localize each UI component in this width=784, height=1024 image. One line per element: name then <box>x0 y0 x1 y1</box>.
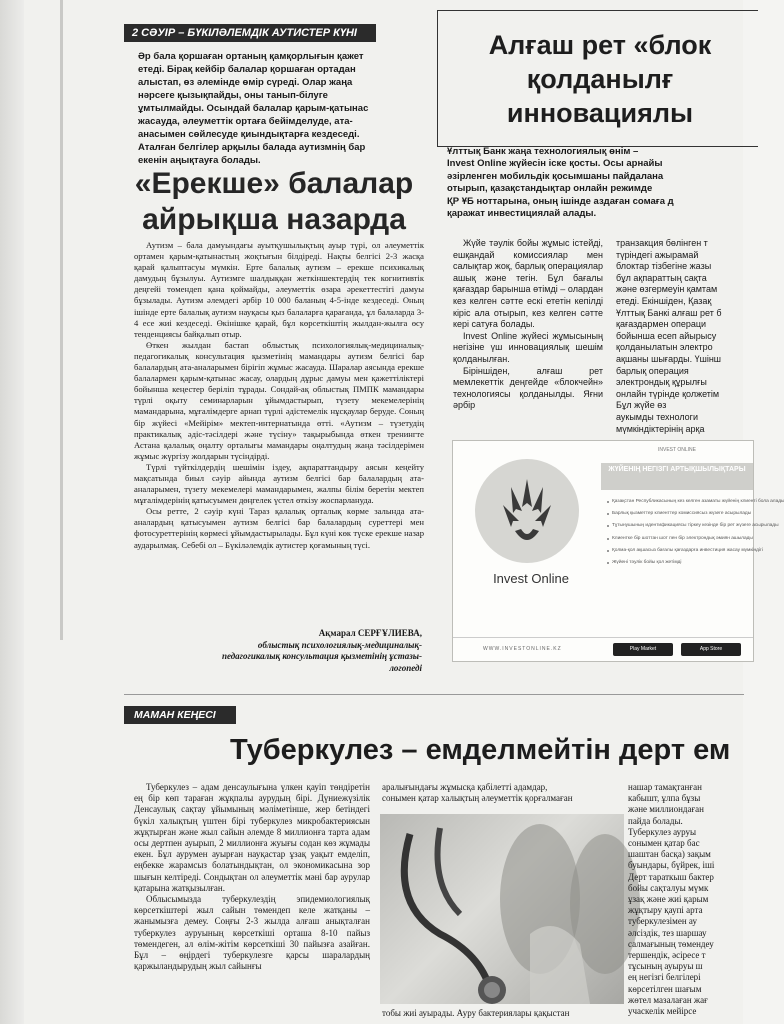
text-line: сонымен қатар бас <box>628 838 700 849</box>
text-line: онлайн түрінде қолжетім <box>616 388 720 399</box>
stethoscope-xray-photo <box>380 814 624 1004</box>
text-line: барлық операция <box>616 365 689 376</box>
left-article-lead: Әр бала қоршаған ортаның қамқорлығын қажет етеді. Бірақ кейбір балалар қоршаған ортадан алыстап, өз әлемінде өмір сүреді. Олар жаңа нәрсеге қызықпайды, оны танып-білуге ұмтылмайды. Осындай балалар қарым-қатынас жасауда, әлеуметтік ортаға бейімделуде, ата-анасымен сөйлесуде қиындықтарға кездеседі. Аталған белгілер арқылы балада аутизмнің бар екенін аңықтауға болады. <box>138 51 369 166</box>
text-line: транзакция бөлінген т <box>616 238 708 248</box>
top-banner: 2 СӘУІР – БҮКІЛӘЛЕМДІК АУТИСТЕР КҮНІ <box>124 24 376 42</box>
text-line: мүмкіндіктерінің арқа <box>616 423 705 434</box>
text-line: Дерт тараткыш бактер <box>628 871 714 882</box>
paragraph: Осы ретте, 2 сәуір күні Тараз қалалық орталық көрме залында ата-аналардың қатысуымен аутизм белгісі бар балалардың суреттері мен фотосуреттерінің көрмесі ұйымдастырылады. Бұл күні көк түске ерекше назар аударылмақ. Себебі ол – Бүкіләлемдік аутистер қоғамының түсі. <box>134 506 424 550</box>
text-line: аукымды технологи <box>616 411 698 422</box>
right-article-column-2 <box>616 238 746 435</box>
ad-heading: ЖҮЙЕНІҢ НЕГІЗГІ АРТЫҚШЫЛЫҚТАРЫ <box>601 463 753 490</box>
text-line: аралығындағы жұмысқа қабілетті адамдар, <box>382 782 548 792</box>
section-banner: МАМАН КЕҢЕСІ <box>124 706 236 724</box>
text-line: блоктар тізбегіне жазы <box>616 261 712 272</box>
text-line: қолданылатын электро <box>616 342 713 353</box>
title-line: қолданылғ <box>526 64 674 94</box>
text-line: электрондық құрылғы <box>616 377 707 388</box>
list-item: Клиентке бір шоттан шот пен бір электрондық әмиян ашылады <box>607 536 753 542</box>
paper-crease <box>60 0 63 640</box>
paragraph: Туберкулез – адам денсаулығына үлкен қауіп төндіретін ең бір көп тараған жұқпалы аурудың бірі. Дүниежүзілік Денсаулық сақтау ұйымының мәліметінше, жер бетіндегі бүкіл халықтың үштен бірі туберкулез микробактериясын жұқтырған және жыл сайын әлемде 8 миллионға тарта адам осы дертпен ауырып, 2 миллионға жуығы содан көз жұмады екен. Бұл аурумен ауырған науқастар ұзақ уақыт емделіп, еңбекке жарамсыз болатындықтан, ол экономикасына зор шығын келтіреді. Сондықтан ол әлеуметтік мәні бар аурулар қатарына жатқызылған. <box>134 782 370 893</box>
ad-brand-panel <box>453 441 601 661</box>
text-line: бұл ақпараттың сақта <box>616 272 707 283</box>
text-line: Туберкулез ауруы <box>628 826 697 837</box>
text-line: учаскелік мейірсе <box>628 1006 697 1017</box>
text-line: ұзақ және жиі қарым <box>628 894 709 905</box>
list-item: Барлық қызметтер клиенттер комиссиясыз жүзеге асырылады <box>607 511 753 517</box>
text-line: бойынша есеп айырысу <box>616 330 717 341</box>
left-article-body <box>134 240 424 551</box>
author-signature <box>210 628 422 674</box>
text-line: тұсының ауыруы ш <box>628 961 703 972</box>
text-line: етеді. Екіншіден, Қазақ <box>616 295 712 306</box>
text-line: пайда болады. <box>628 815 683 826</box>
ad-footer <box>453 637 753 662</box>
paragraph: Өткен жылдан бастап облыстық психологиялық-медициналық-педагогикалық консультация қызметінің мамандары аутизм белгісі бар балалардың ата-аналарымен бірігіп жұмыс жасауда. Шаралар аясында ерекше балалармен қарым-қатынас жасау, олардың дұрыс дамуы мен қажеттіліктері бойынша кеңестер беріліп тұрады. Сондай-ақ облыстық ПМПК мамандары түрлі оқыту семинарларын ұйымдастырып, түзету мекемелерінің мамандарына, мұғалімдерге арнап түрлі әдістемелік нұсқаулар беруде. Соның бір жүйесі «Мейірім» мектеп-интернатында өтті. «Аутизм – түзетудің практикалық әдіс-тәсілдері және түсіну» тақырыбында өткен тренингте Астана қалалық оңалту орталығы мамандары оңалтудың жаңа тәсілдерімен жұмыс жүргізу жолдарын түсіндірді. <box>134 339 424 461</box>
text-line: жөтел мазалаған жағ <box>628 994 708 1005</box>
text-line: бойы сақталуы мүмк <box>628 882 709 893</box>
invest-online-advertisement <box>452 440 784 662</box>
lead-line: әзірленген мобильдік қосымшаны пайдалана <box>447 170 664 182</box>
ad-features-panel <box>601 441 784 661</box>
list-item: Жүйені тәулік бойы қол жетімді <box>607 560 753 566</box>
text-line: Бұл жүйе өз <box>616 400 667 411</box>
left-article-title: «Ерекше» балалар айрықша назарда <box>134 167 414 236</box>
paragraph: Біріншіден, алғаш рет мемлекеттік деңгейде «блокчейн» технологиясы қолданылды. Яғни әрбір <box>453 365 603 411</box>
lead-line: ҚР ҰБ ноттарына, оның ішінде аздаған сомаға д <box>447 195 674 207</box>
lead-line: отырып, қазақстандықтар онлайн режимде <box>447 183 653 195</box>
paragraph: Жүйе тәулік бойы жұмыс істейді, ешқандай комиссиялар мен салықтар жоқ, барлық операциялар ашық және тегін. Бұл бағалы қағаздар барынша өтімді – олардан кез келген сәтте ескі ететін кепілді кіріс ала отырып, кез келген сәтте кері сатуға болады. <box>453 238 603 330</box>
list-item: Қолма-қол ақшасыз бағалы қағаздарға инвестиция жасау мүмкіндігі <box>607 548 753 554</box>
text-line: әлсіздік, тез шаршау <box>628 927 707 938</box>
second-article-column-2-bottom: тобы жиі ауырады. Ауру бактериялары қақыстан <box>382 1008 570 1018</box>
ad-url: WWW.INVESTONLINE.KZ <box>483 646 562 652</box>
second-article-column-1 <box>134 782 370 972</box>
paragraph: Түрлі түйткілдердің шешімін іздеу, ақпараттандыру аясын кеңейту мақсатында биыл сәуір айында аутизм белгісі бар балалардың ата-аналарымен, түзету мекемелері мамандарымен, жалпы білім беретін мектеп мұғалімдерінің қатысуымен дөңгелек үстел өткізу жоспарлануда. <box>134 461 424 506</box>
right-article-title <box>450 28 750 130</box>
paragraph: Аутизм – бала дамуындағы ауытқушылықтың ауыр түрі, ол әлеуметтік ортамен қарым-қатынастың жоқтығын білдіреді. Нақты белгісі 2-3 жасқа қарай қалыптасуы мүмкін. Ерте балалық аутизм – ерекше психикалық дамудың бұзылуы. Аутизмге шалдыққан жеткіншектердің тек когнитивтік деңгейі төмендеп қана қоймайды, әлеуметтік өзара әрекеттестігі дамуы бұзылады. Аутизм әлемдегі әрбір 10 000 баланың 4-5-інде кездеседі. Оның ішінде ерте балалық аутизм науқасы қыз балаларға қарағанда, ұл балаларда 3-4 есе жиі кездеседі. Өкінішке қарай, бұл көрсеткіштің жылдан-жылға өсу тенденциясы байқалып отыр. <box>134 240 424 339</box>
title-line: Алғаш рет «блок <box>488 30 712 60</box>
text-line: түріндегі ажырамай <box>616 249 699 260</box>
text-line: ақшаны шығарды. Үшінш <box>616 353 722 364</box>
ad-brand-name: Invest Online <box>493 571 569 586</box>
paragraph: Invest Online жүйесі жұмысының негізіне үш инновациялық шешім қолданылған. <box>453 330 603 364</box>
invest-online-logo-icon <box>475 459 579 563</box>
text-line: шаштан басқа) зақым <box>628 849 711 860</box>
text-line: туберкулезімен ау <box>628 916 697 927</box>
text-line: тершендік, әсіресе т <box>628 950 706 961</box>
lead-line: Ұлттық Банк жаңа технологиялық өнім – <box>447 146 639 157</box>
author-role: облыстық психологиялық-медициналық-педагогикалық консультация қызметінің ұстазы-логопеді <box>221 639 422 673</box>
text-line: буындары, бүйрек, іші <box>628 860 715 871</box>
right-article-column-1 <box>453 238 603 412</box>
ad-feature-list <box>607 499 784 572</box>
text-line: көрсетілген шағым <box>628 983 702 994</box>
text-line: ең негізгі белгілері <box>628 972 701 983</box>
text-line: және өзгермеуін қамтам <box>616 284 718 295</box>
list-item: Қазақстан Республикасының кез келген азаматы жүйенің клиенті бола алады <box>607 499 753 505</box>
section-divider <box>124 694 744 695</box>
text-line: кабышт, ұлпа бұзы <box>628 793 701 804</box>
text-line: сонымен қатар халықтың әлеуметтік қорғалмаған <box>382 793 573 804</box>
lead-line: қаражат инвестициялай алады. <box>447 208 597 220</box>
ad-top-label: INVEST ONLINE <box>658 447 696 453</box>
title-line: инновациялы <box>506 98 694 128</box>
text-line: нашар тамақтанған <box>628 782 702 792</box>
paragraph: Облысымызда туберкулездің эпидемиологиялық көрсеткіштері жыл сайын төмендеп келе жатқаны – жанымызға демеу. Соңғы 2-3 жылда алғаш анықталған туберкулез ауруының көрсеткіші орташа 8-10 пайыз төмендеген, ал өлім-жітім көрсеткіші 30 пайызға азайған. Бұл – өңірдегі туберкулезге қарсы шаралардың қаржыландырудың жыл сайынғы <box>134 894 370 972</box>
second-article-column-2 <box>382 782 622 804</box>
right-article-lead <box>447 146 747 220</box>
second-article-column-3 <box>628 782 748 1017</box>
text-line: жұқтыру қаупі арта <box>628 905 703 916</box>
second-article-title: Туберкулез – емделмейтін дерт ем <box>230 734 731 766</box>
text-line: және миллиондаған <box>628 804 704 815</box>
list-item: Тұтынушының идентификациясы тіркеу кезінде бір рет жүзеге асырылады <box>607 523 753 529</box>
paper-fold-shadow <box>0 0 24 1024</box>
play-market-badge: Play Market <box>613 643 673 656</box>
text-line: салмағының төмендеу <box>628 938 714 949</box>
text-line: қағаздармен операци <box>616 319 707 330</box>
lead-line: Invest Online жүйесін іске қосты. Осы арнайы <box>447 158 663 170</box>
author-name: Ақмарал СЕРҒҰЛИЕВА, <box>318 628 422 638</box>
app-store-badge: App Store <box>681 643 741 656</box>
text-line: Ұлттық Банкі алғаш рет б <box>616 307 722 318</box>
